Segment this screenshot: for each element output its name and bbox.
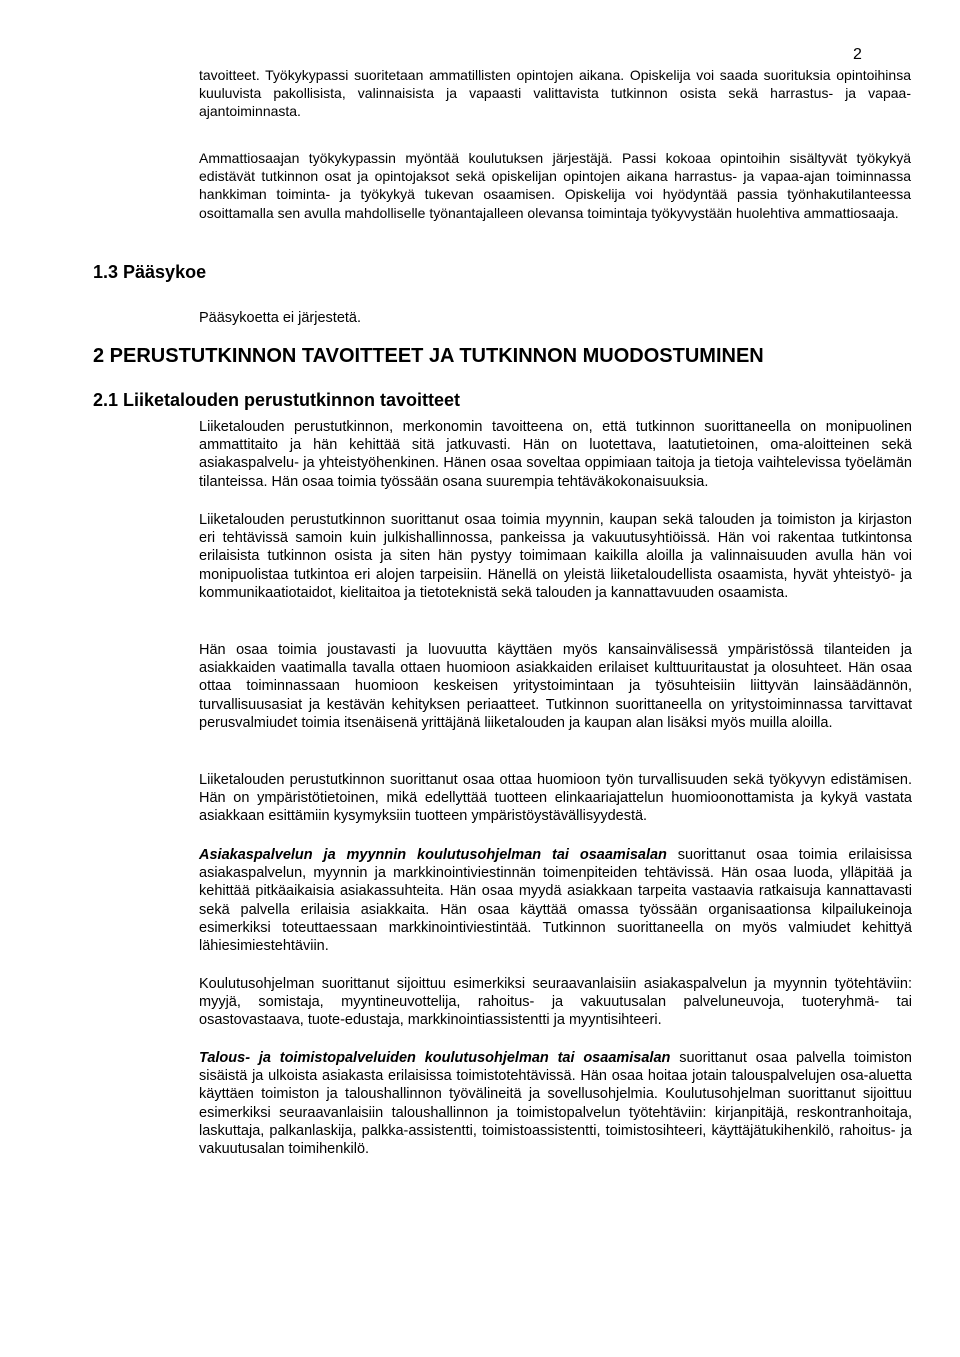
ammattiosaaja-paragraph: Ammattiosaajan työkykypassin myöntää koulutuksen järjestäjä. Passi kokoaa opintoihin sisältyvät työkykyä edistävät tutkinnon osat ja opintojaksot sekä opiskelijan opintojen aikana harrastus- ja vapaa-ajan toiminnassa hankkiman toiminta- ja työkykyä tukevan osaamisen. Opiskelija voi hyödyntää passia työnhakutilanteessa osoittamalla sen avulla mahdolliselle työnantajalleen olevansa toimintaja työkyvystään huolehtiva ammattiosaaja. bbox=[199, 150, 911, 221]
goals-paragraph-3: Hän osaa toimia joustavasti ja luovuutta käyttäen myös kansainvälisessä ympäristössä tilanteiden ja asiakkaiden vaatimalla tavalla ottaen huomioon asiakkaiden erilaiset kulttuuritaustat ja olosuhteet. Hän osaa ottaa toiminnassaan huomioon keskeisen yritystoimintaan ja työsuhteisiin liittyvän lainsäädännön, turvallisuusasiat ja kestävän kehityksen periaatteet. Tutkinnon suorittaneella on yritystoiminnassa tarvittavat perusvalmiudet toimia itsenäisenä yrittäjänä liiketalouden ja kaupan alan lisäksi myös muilla aloilla. bbox=[199, 642, 912, 731]
page-number: 2 bbox=[853, 46, 862, 63]
section-1-3-heading: 1.3 Pääsykoe bbox=[93, 262, 207, 282]
sijoittuminen-paragraph: Koulutusohjelman suorittanut sijoittuu esimerkiksi seuraavanlaisiin asiakaspalvelun ja myynnin työtehtäviin: myyjä, somistaja, myyntineuvottelija, rahoitus- ja vakuutusalan palveluneuvoja, tuoteryhmä- tai osastovastaava, tuote-edustaja, markkinointiassistentti ja myyntisihteeri. bbox=[199, 976, 912, 1029]
goals-paragraph-2: Liiketalouden perustutkinnon suorittanut osaa toimia myynnin, kaupan sekä talouden ja toimiston ja kirjaston eri tehtävissä samoin kuin julkishallinnossa, pankeissa ja vakuutusyhtiöissä. Hän voi rakentaa tutkintonsa erilaisista tutkinnon osista ja siten hän pystyy toimimaan kaikilla aloilla ja valinnaisuuden avulla hän voi monipuolistaa tutkintoa eri alojen tarpeisiin. Hänellä on yleistä liiketaloudellista osaamista, hyvät yhteistyö- ja kommunikaatiotaidot, kielitaitoa ja tietoteknistä sekä talouden ja kannattavuuden osaamista. bbox=[199, 512, 912, 601]
talous-text: suorittanut osaa palvella toimiston sisäistä ja ulkoista asiakasta erilaisissa toimistotehtävissä. Hän osaa hoitaa jotain talouspalvelujen osa-aluetta käyttäen toimiston ja taloushallinnon työvälineitä ja sovellusohjelmia. Koulutusohjelman suorittanut sijoittuu esimerkiksi seuraavanlaisiin taloushallinnon ja toimistopalvelun työtehtäviin: kirjanpitäjä, reskontranhoitaja, laskuttaja, palkanlaskija, palkka-assistentti, toimistoassistentti, toimistosihteeri, käyttäjätukihenkilö, rahoitus- ja vakuutusalan toimihenkilö. bbox=[199, 1050, 912, 1158]
intro-paragraph: tavoitteet. Työkykypassi suoritetaan ammatillisten opintojen aikana. Opiskelija voi saada suorituksia opintoihinsa kuuluvista pakollisista, valinnaisista ja vapaasti valittavista tutkinnon osista sekä harrastus- ja vapaa-ajantoiminnasta. bbox=[199, 67, 911, 120]
talous-lead: Talous- ja toimistopalveluiden koulutusohjelman tai osaamisalan bbox=[199, 1050, 671, 1066]
paasykoe-paragraph: Pääsykoetta ei järjestetä. bbox=[199, 310, 362, 326]
chapter-2-heading: 2 PERUSTUTKINNON TAVOITTEET JA TUTKINNON MUODOSTUMINEN bbox=[93, 345, 764, 367]
goals-paragraph-4: Liiketalouden perustutkinnon suorittanut osaa ottaa huomioon työn turvallisuuden sekä työkyvyn edistämisen. Hän on ympäristötietoinen, mikä edellyttää tuotteen elinkaariajattelun huomioonottamista ja kykyä vastata asiakkaan esittämiin kysymyksiin tuotteen ympäristöystävällisyydestä. bbox=[199, 772, 912, 825]
section-2-1-heading: 2.1 Liiketalouden perustutkinnon tavoitteet bbox=[93, 390, 461, 410]
asiakaspalvelu-paragraph bbox=[199, 846, 912, 955]
asiakaspalvelu-text: suorittanut osaa toimia erilaisissa asiakaspalvelun, myynnin ja markkinointiviestinnän toimenpiteiden tehtävissä. Hän osaa luoda, ylläpitää ja kehittää pitkäaikaisia asiakassuhteita. Hän osaa myydä asiakkaan tarpeita vastaavia ratkaisuja kannattavasti sekä palvella erilaisia asiakkaita. Hän osaa käyttää omassa työssään organisaationsa kilpailukeinoja esimerkiksi toteuttaessaan markkinointiviestintää. Tutkinnon suorittaneella on myös valmiudet kehittyä lähiesimiestehtäviin. bbox=[199, 847, 912, 955]
talous-paragraph bbox=[199, 1049, 912, 1158]
asiakaspalvelu-lead: Asiakaspalvelun ja myynnin koulutusohjelman tai osaamisalan bbox=[199, 847, 667, 863]
goals-paragraph-1: Liiketalouden perustutkinnon, merkonomin tavoitteena on, että tutkinnon suorittaneella on monipuolinen ammattitaito ja hän kehittää sitä jatkuvasti. Hän on luotettava, laatutietoinen, oma-aloitteinen sekä asiakaspalvelu- ja yhteistyöhenkinen. Hänen osaa soveltaa oppimiaan taitoja ja tietoja vaihtelevissa työelämän tilanteissa. Hän osaa toimia työssään osana suurempia tehtäväkokonaisuuksia. bbox=[199, 419, 912, 490]
